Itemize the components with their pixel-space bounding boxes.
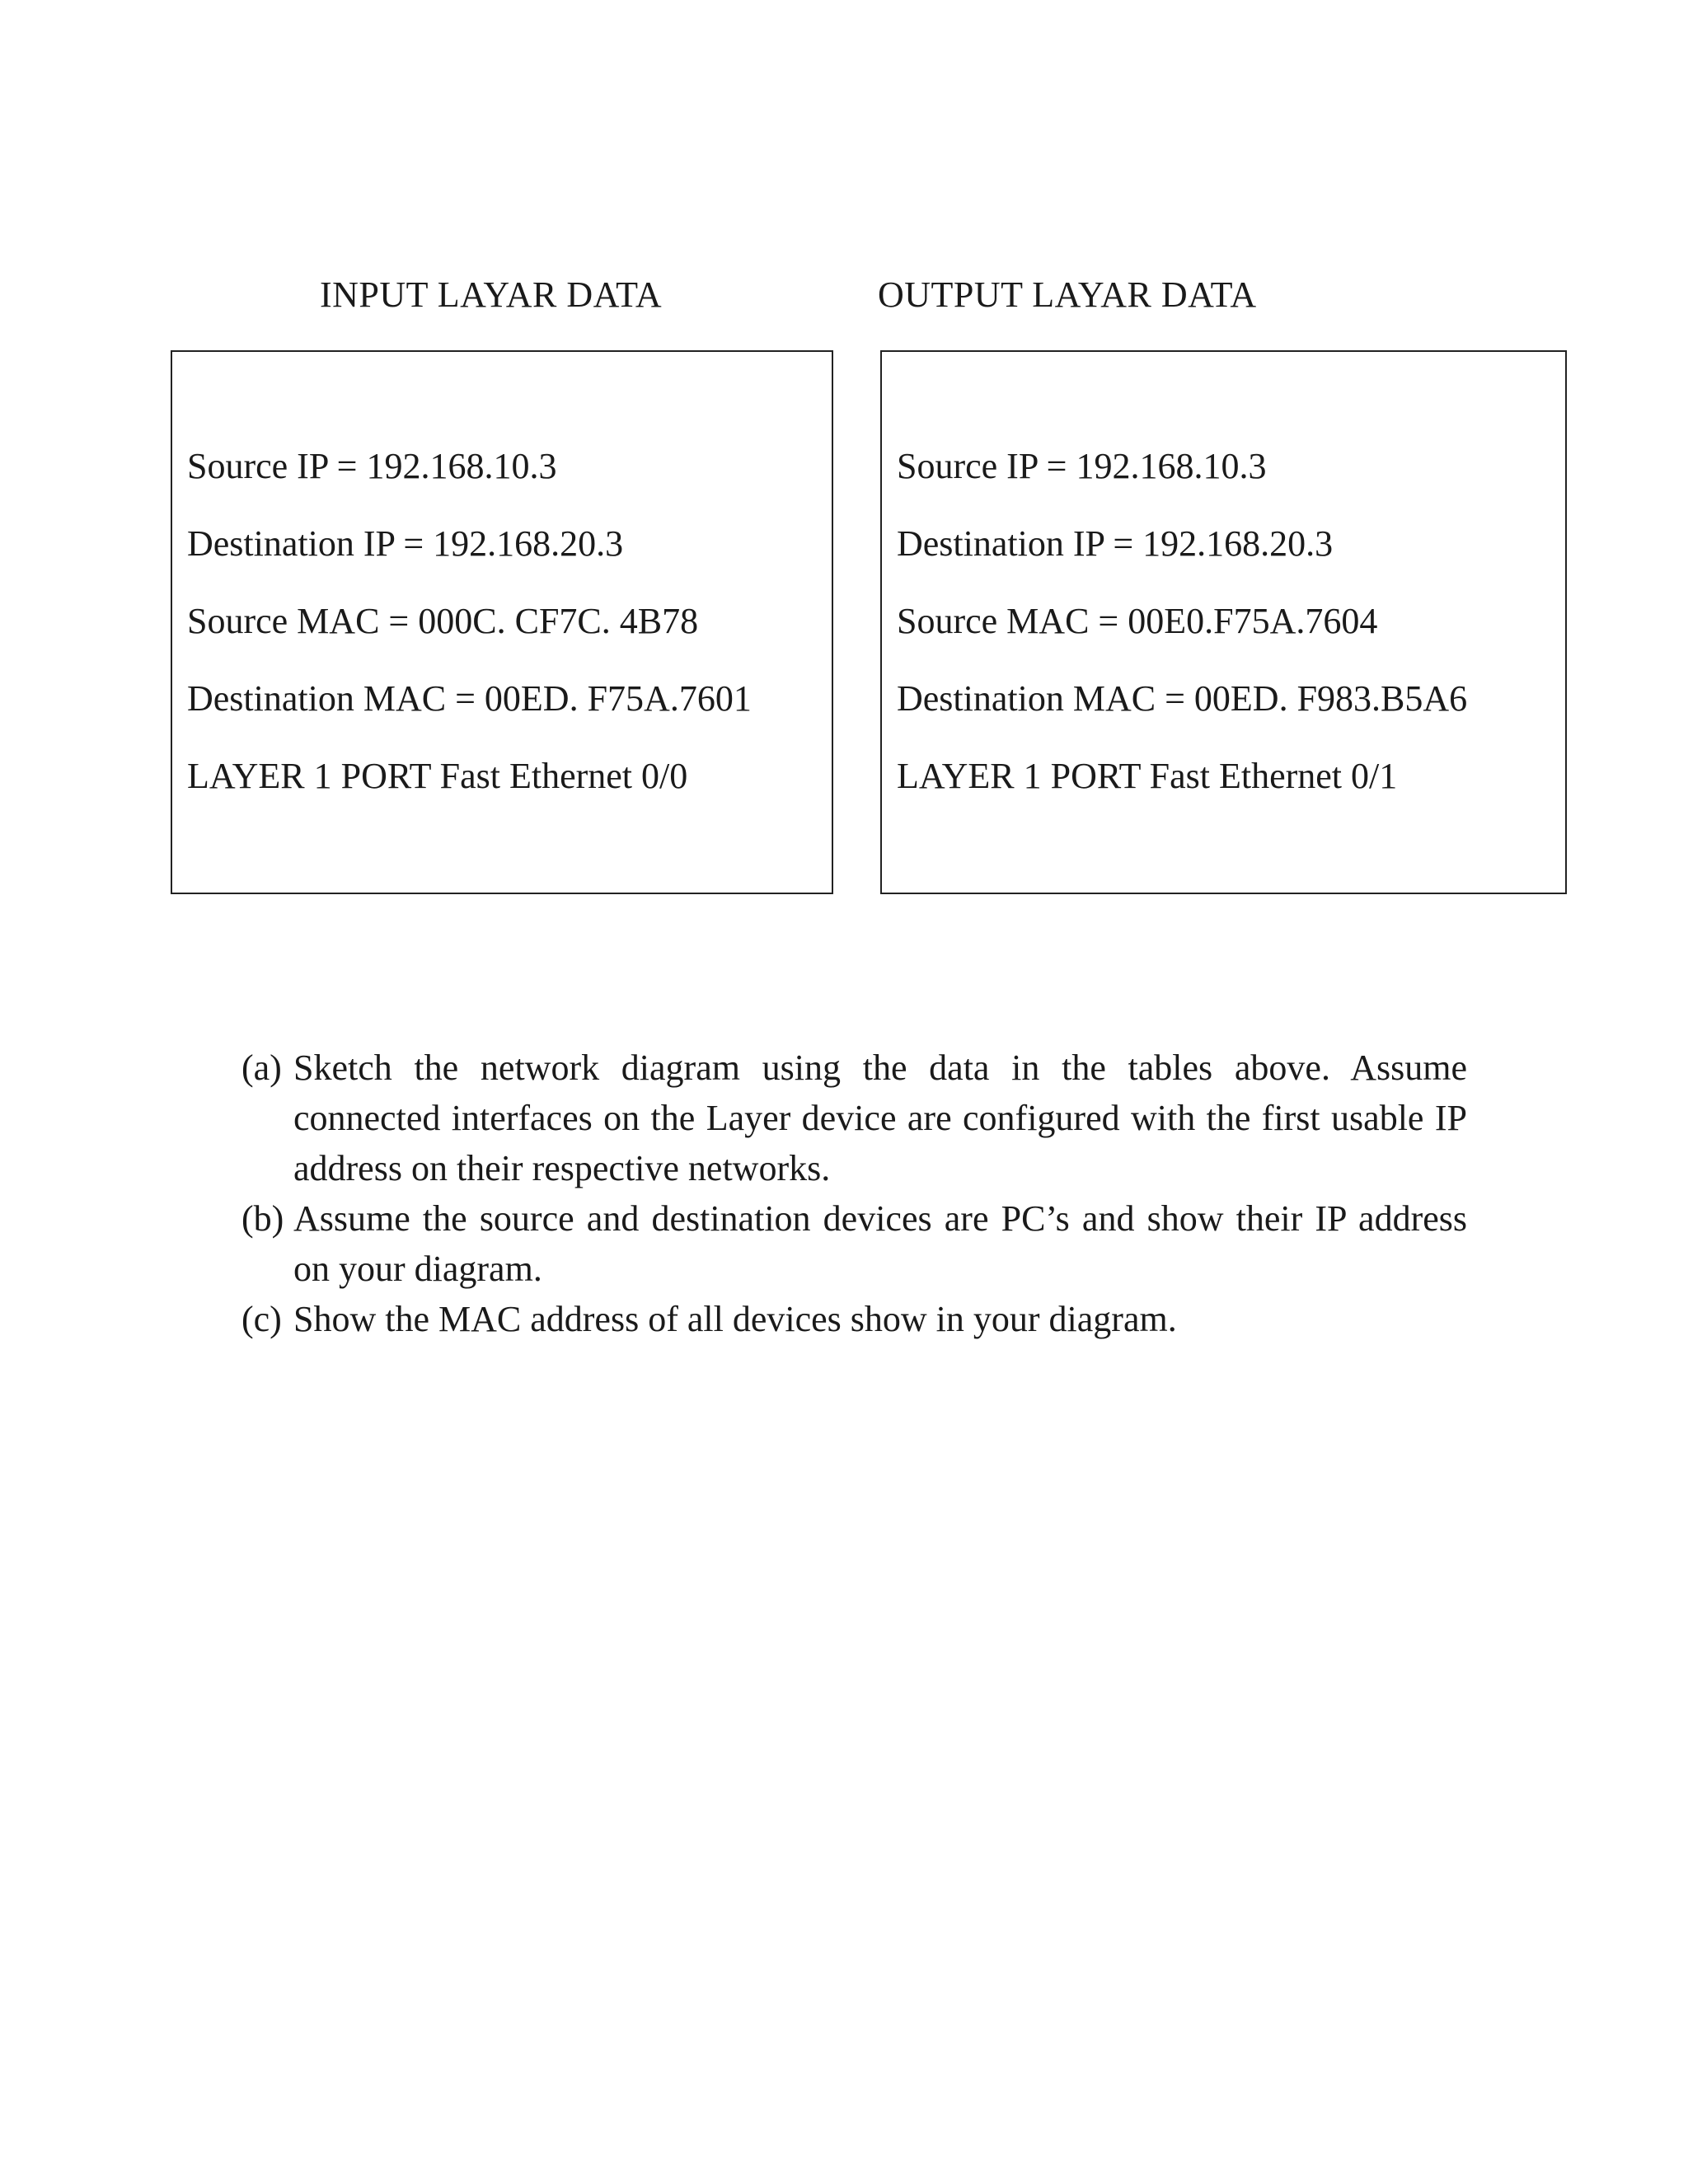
question-c [241, 1294, 1467, 1344]
input-destination-mac: Destination MAC = 00ED. F75A.7601 [187, 678, 752, 719]
output-destination-ip: Destination IP = 192.168.20.3 [897, 523, 1334, 564]
input-layer1-port: LAYER 1 PORT Fast Ethernet 0/0 [187, 756, 688, 796]
input-source-ip: Source IP = 192.168.10.3 [187, 446, 557, 486]
output-layer-data-box [880, 350, 1567, 894]
input-layer-heading: INPUT LAYAR DATA [320, 274, 663, 315]
output-destination-mac: Destination MAC = 00ED. F983.B5A6 [897, 678, 1468, 719]
output-source-ip: Source IP = 192.168.10.3 [897, 446, 1267, 486]
question-label: (a) [241, 1047, 282, 1088]
output-source-mac: Source MAC = 00E0.F75A.7604 [897, 601, 1378, 641]
output-layer-heading: OUTPUT LAYAR DATA [878, 274, 1257, 315]
question-text: Sketch the network diagram using the data in the tables above. Assume connected interfaces on the Layer device are configured with the first usable IP address on their respective networks. [293, 1047, 1467, 1188]
question-text: Assume the source and destination devices are PC’s and show their IP address on your diagram. [293, 1198, 1467, 1289]
question-text: Show the MAC address of all devices show in your diagram. [293, 1299, 1177, 1339]
input-source-mac: Source MAC = 000C. CF7C. 4B78 [187, 601, 699, 641]
question-list [241, 1043, 1467, 1344]
question-label: (c) [241, 1299, 282, 1339]
input-layer-data-box [171, 350, 833, 894]
question-a [241, 1043, 1467, 1193]
question-label: (b) [241, 1198, 284, 1239]
output-layer1-port: LAYER 1 PORT Fast Ethernet 0/1 [897, 756, 1398, 796]
input-destination-ip: Destination IP = 192.168.20.3 [187, 523, 624, 564]
question-b [241, 1193, 1467, 1294]
